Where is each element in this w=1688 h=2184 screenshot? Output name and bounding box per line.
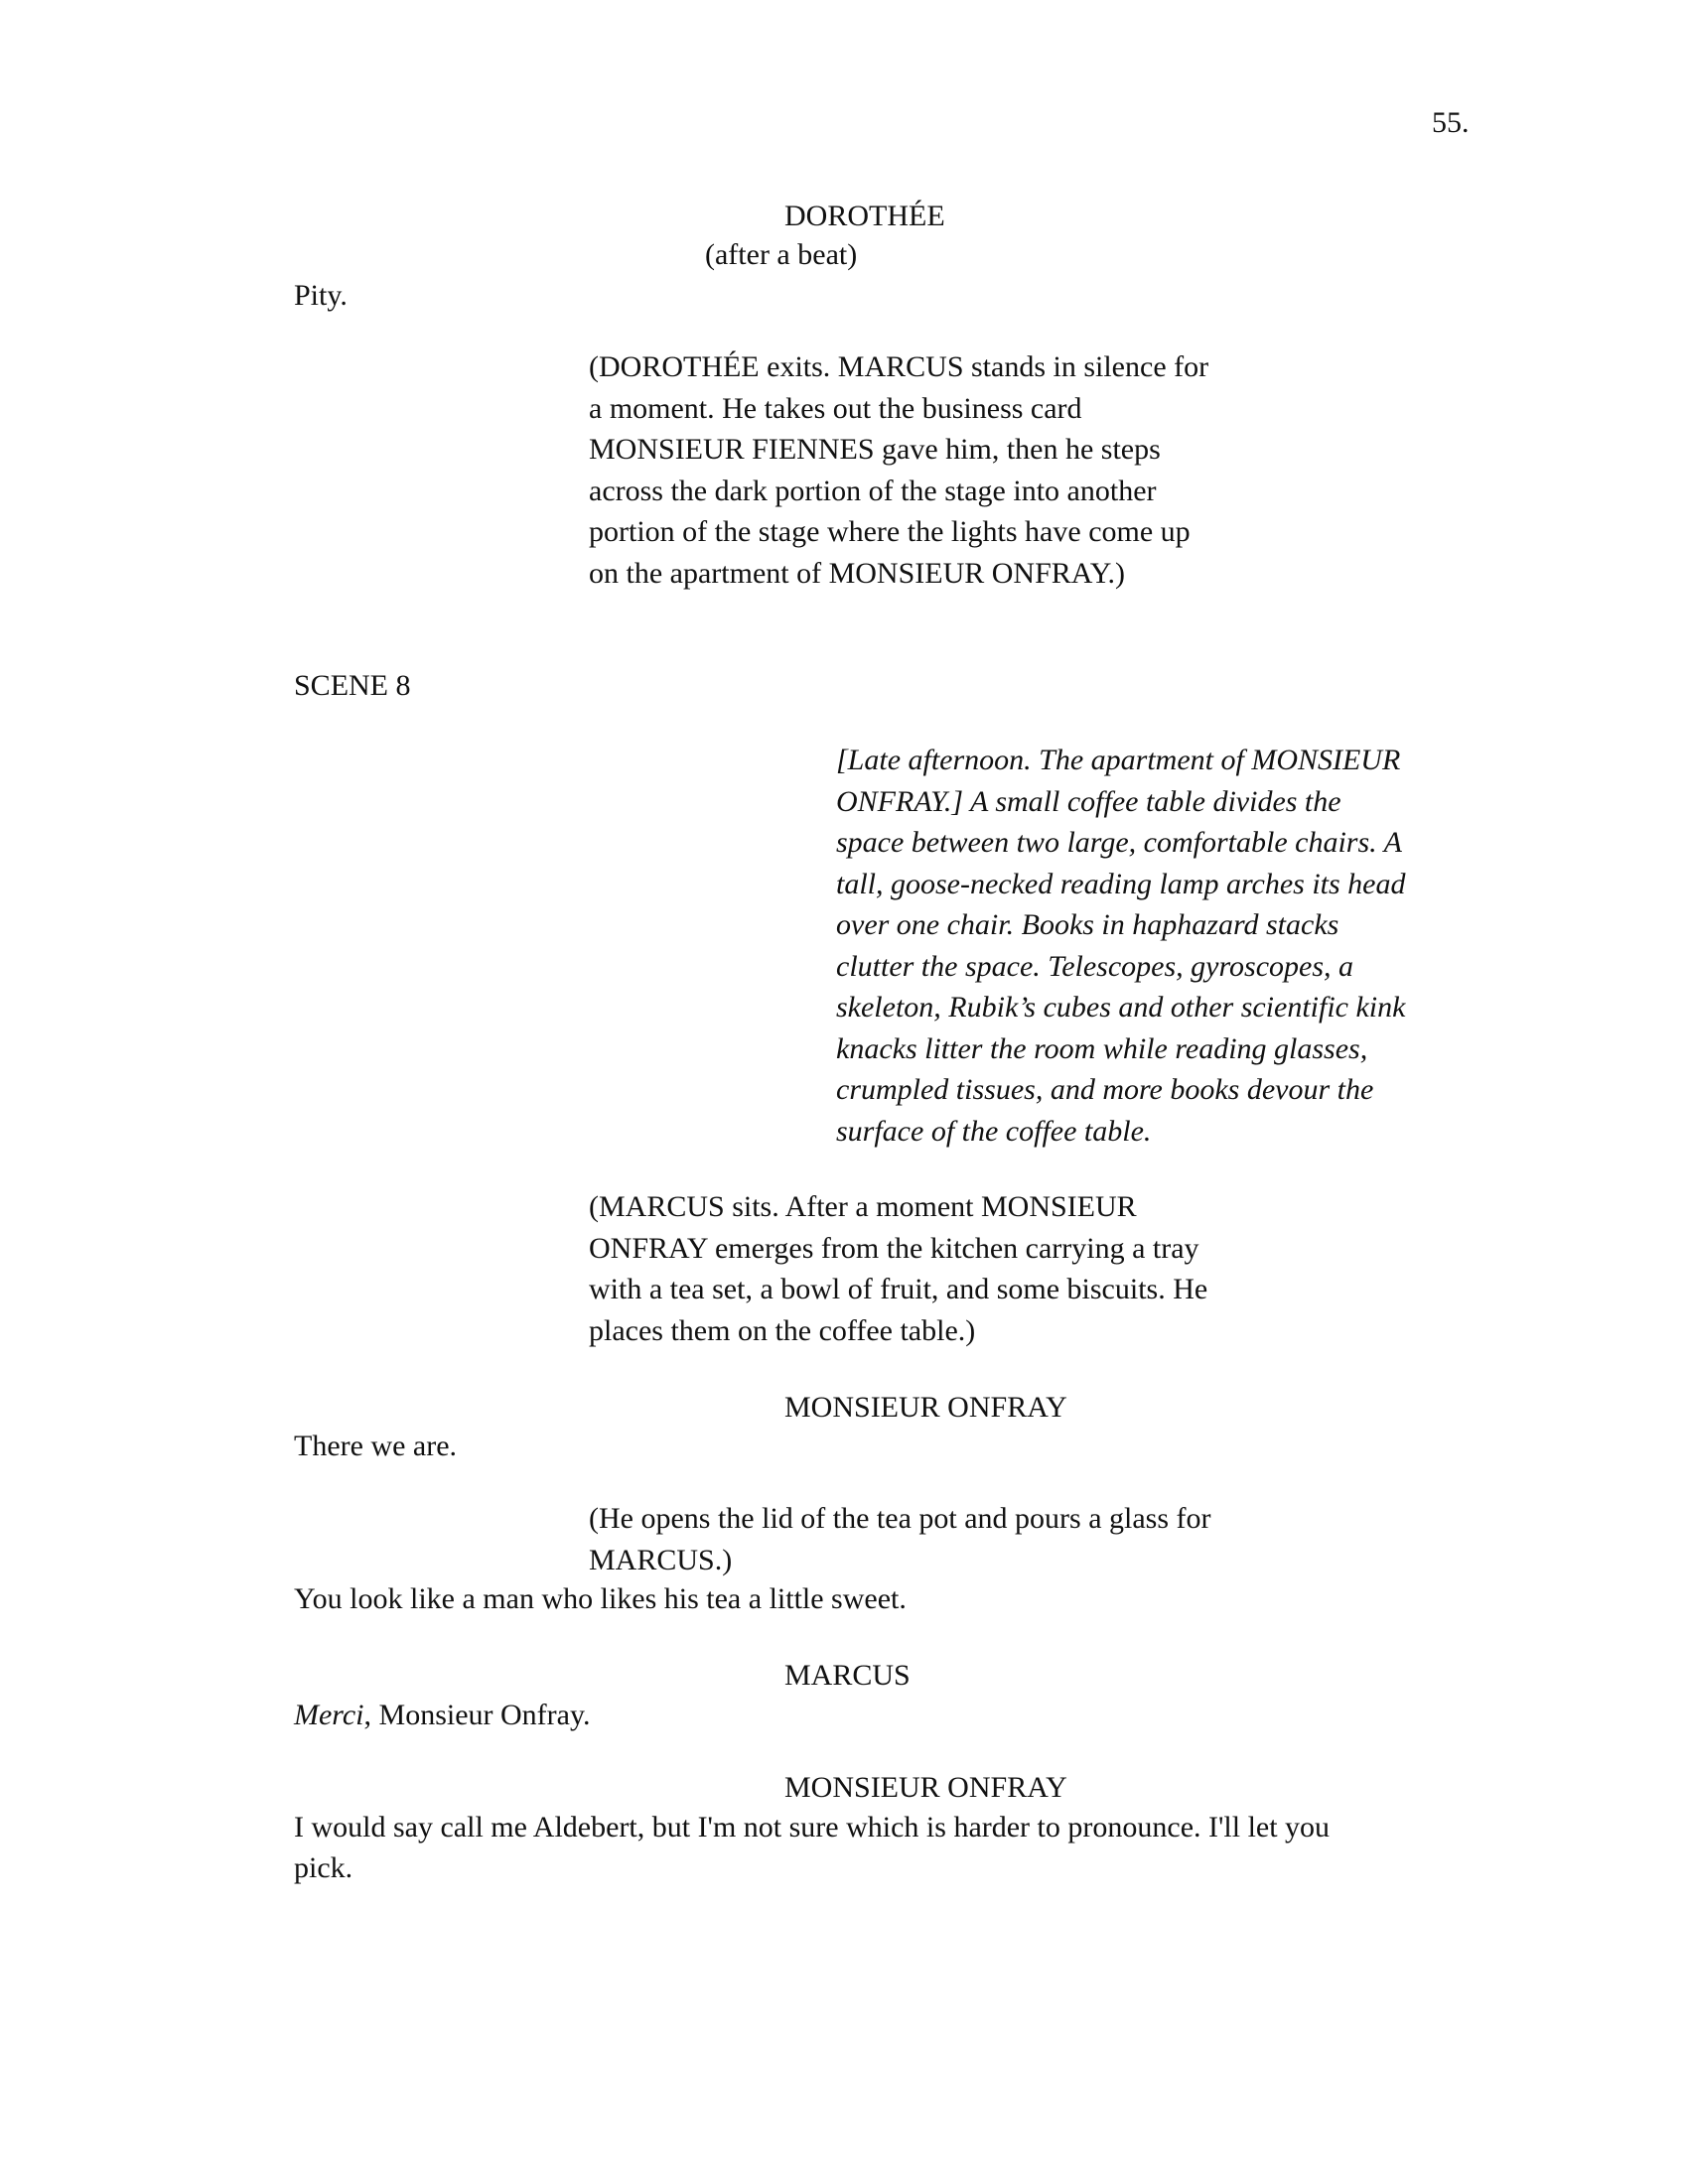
stage-direction-line: (DOROTHÉE exits. MARCUS stands in silence for	[589, 350, 1209, 383]
character-name-onfray: MONSIEUR ONFRAY	[784, 1771, 1067, 1804]
scene-description-line: clutter the space. Telescopes, gyroscopes, a	[836, 949, 1354, 983]
scene-description-line: space between two large, comfortable chairs. A	[836, 826, 1402, 859]
stage-direction-line: on the apartment of MONSIEUR ONFRAY.)	[589, 556, 1125, 590]
stage-direction	[589, 1186, 1207, 1351]
scene-description-line: knacks litter the room while reading glasses,	[836, 1031, 1368, 1065]
dialogue-line: I would say call me Aldebert, but I'm not sure which is harder to pronounce. I'll let you	[294, 1811, 1331, 1843]
stage-direction-line: MONSIEUR FIENNES gave him, then he steps	[589, 433, 1161, 466]
scene-description-line: ONFRAY.] A small coffee table divides the	[836, 784, 1341, 818]
stage-direction-line: (MARCUS sits. After a moment MONSIEUR	[589, 1190, 1137, 1223]
scene-description-line: tall, goose-necked reading lamp arches its head	[836, 867, 1406, 900]
parenthetical: (after a beat)	[705, 238, 858, 271]
stage-direction-line: ONFRAY emerges from the kitchen carrying a tray	[589, 1231, 1199, 1265]
stage-direction	[589, 346, 1208, 594]
dialogue-line: pick.	[294, 1851, 353, 1884]
stage-direction-line: portion of the stage where the lights have come up	[589, 515, 1191, 548]
dialogue-line: Pity.	[294, 279, 348, 312]
scene-heading: SCENE 8	[294, 669, 411, 702]
stage-direction-line: places them on the coffee table.)	[589, 1313, 976, 1347]
scene-description-line: [Late afternoon. The apartment of MONSIEUR	[836, 744, 1401, 776]
dialogue-text: , Monsieur Onfray.	[363, 1699, 591, 1731]
stage-direction-line: across the dark portion of the stage into another	[589, 474, 1157, 507]
stage-direction	[589, 1498, 1211, 1580]
scene-description-line: over one chair. Books in haphazard stacks	[836, 908, 1339, 941]
dialogue-line: There we are.	[294, 1430, 458, 1462]
character-name-onfray: MONSIEUR ONFRAY	[784, 1391, 1067, 1424]
dialogue-italic-word: Merci	[294, 1699, 364, 1731]
character-name-dorothee: DOROTHÉE	[784, 200, 945, 232]
stage-direction-line: (He opens the lid of the tea pot and pours a glass for	[589, 1502, 1211, 1535]
stage-direction-line: with a tea set, a bowl of fruit, and some biscuits. He	[589, 1273, 1208, 1305]
character-name-marcus: MARCUS	[784, 1659, 911, 1692]
dialogue-line: You look like a man who likes his tea a little sweet.	[294, 1582, 907, 1615]
scene-description-line: surface of the coffee table.	[836, 1114, 1152, 1148]
page-number: 55.	[1432, 106, 1470, 139]
scene-description-line: skeleton, Rubik’s cubes and other scientific kink	[836, 991, 1406, 1024]
stage-direction-line: MARCUS.)	[589, 1543, 733, 1576]
dialogue-line	[294, 1695, 591, 1735]
scene-description-line: crumpled tissues, and more books devour the	[836, 1073, 1374, 1106]
stage-direction-line: a moment. He takes out the business card	[589, 391, 1082, 425]
scene-description	[836, 740, 1406, 1152]
